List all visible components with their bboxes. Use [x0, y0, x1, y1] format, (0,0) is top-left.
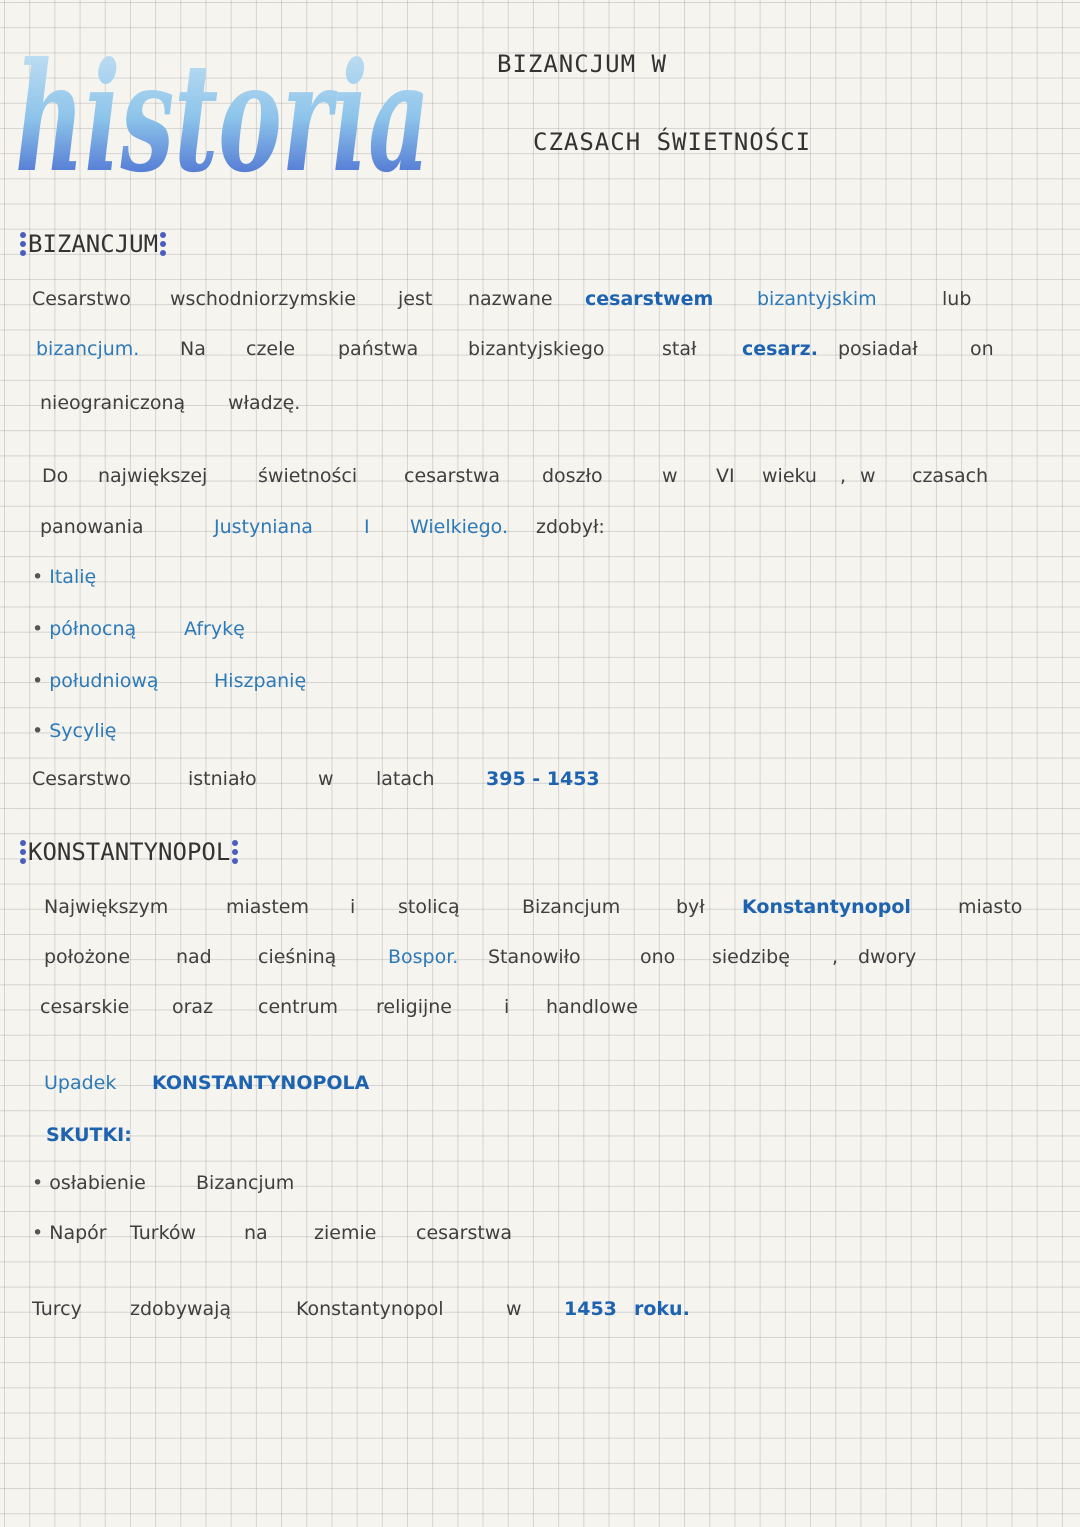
date-range: 395 - 1453: [486, 768, 600, 790]
word: stolicą: [398, 896, 460, 918]
word: Stanowiło: [488, 946, 581, 968]
word: oraz: [172, 996, 214, 1018]
word: Upadek: [44, 1072, 117, 1094]
list-text: Turków: [130, 1222, 197, 1244]
word: wschodniorzymskie: [170, 288, 356, 310]
word: handlowe: [546, 996, 638, 1018]
text-line: [32, 946, 1050, 974]
word: latach: [376, 768, 435, 790]
word: ,: [832, 946, 839, 968]
word: Bospor.: [388, 946, 459, 968]
effects-label-line: [32, 1124, 1050, 1152]
text-line: [32, 896, 1050, 924]
word: największej: [98, 465, 208, 487]
word: lub: [942, 288, 972, 310]
word: dwory: [858, 946, 917, 968]
list-text: na: [244, 1222, 268, 1244]
word: i: [504, 996, 510, 1018]
word: panowania: [40, 516, 144, 538]
word: on: [970, 338, 994, 360]
word: istniało: [188, 768, 257, 790]
word: Wielkiego.: [410, 516, 508, 538]
word: w: [318, 768, 334, 790]
word: Na: [180, 338, 206, 360]
text-line: [32, 516, 1050, 544]
word: zdobył:: [536, 516, 605, 538]
list-text: ziemie: [314, 1222, 377, 1244]
word: w: [506, 1298, 522, 1320]
text-line: [32, 288, 1050, 316]
word: bizancjum.: [36, 338, 140, 360]
list-text: cesarstwa: [416, 1222, 513, 1244]
list-text: Hiszpanię: [214, 670, 307, 692]
word: czasach: [912, 465, 989, 487]
word: nazwane: [468, 288, 553, 310]
word: cesarz.: [742, 338, 818, 360]
text-line: [32, 465, 1050, 493]
list-item: [32, 1172, 1050, 1200]
word: siedzibę: [712, 946, 790, 968]
word: był: [676, 896, 705, 918]
effects-label: SKUTKI:: [46, 1124, 132, 1146]
logo-text: historia: [15, 30, 430, 190]
list-item: [32, 1222, 1050, 1250]
word: jest: [398, 288, 433, 310]
word: świetności: [258, 465, 358, 487]
section-title: KONSTANTYNOPOL: [28, 838, 231, 866]
word: VI: [716, 465, 735, 487]
word: cesarskie: [40, 996, 130, 1018]
dots-icon: [20, 840, 26, 864]
word: Justyniana: [214, 516, 313, 538]
word: cesarstwa: [404, 465, 501, 487]
dots-icon: [160, 232, 166, 256]
word: Cesarstwo: [32, 768, 131, 790]
text-line: [32, 392, 1050, 420]
word: Największym: [44, 896, 169, 918]
word: państwa: [338, 338, 419, 360]
dots-icon: [232, 840, 238, 864]
list-item: [32, 670, 1050, 698]
section-title: BIZANCJUM: [28, 230, 159, 258]
word: zdobywają: [130, 1298, 232, 1320]
year: 1453: [564, 1298, 617, 1320]
word: cieśniną: [258, 946, 337, 968]
dots-icon: [20, 232, 26, 256]
text-line: [32, 768, 1050, 796]
word: religijne: [376, 996, 452, 1018]
text-line: [32, 996, 1050, 1024]
word: stał: [662, 338, 697, 360]
word: położone: [44, 946, 131, 968]
word: miasto: [958, 896, 1023, 918]
word: Konstantynopol: [296, 1298, 444, 1320]
word: i: [350, 896, 356, 918]
list-item: [32, 566, 1050, 594]
section-heading-bizancjum: [20, 230, 166, 258]
word: centrum: [258, 996, 338, 1018]
section-heading-konstantynopol: [20, 838, 238, 866]
historia-logo: [10, 20, 440, 190]
word: Cesarstwo: [32, 288, 131, 310]
word: Konstantynopol: [742, 896, 911, 918]
page-title-line1: BIZANCJUM W: [497, 50, 667, 78]
word: władzę.: [228, 392, 301, 414]
word: bizantyjskim: [757, 288, 877, 310]
word: nad: [176, 946, 212, 968]
word: miastem: [226, 896, 309, 918]
word: bizantyjskiego: [468, 338, 605, 360]
list-text: Bizancjum: [196, 1172, 295, 1194]
list-text: • Italię: [32, 566, 96, 588]
list-text: • północną: [32, 618, 136, 640]
word: cesarstwem: [585, 288, 714, 310]
word: Turcy: [32, 1298, 82, 1320]
list-text: • osłabienie: [32, 1172, 146, 1194]
text-line: [32, 1072, 1050, 1100]
word: nieograniczoną: [40, 392, 186, 414]
list-text: • południową: [32, 670, 159, 692]
list-text: Afrykę: [184, 618, 245, 640]
word: w: [662, 465, 678, 487]
list-item: [32, 720, 1050, 748]
word: ono: [640, 946, 676, 968]
word: posiadał: [838, 338, 918, 360]
word: roku.: [634, 1298, 690, 1320]
word: I: [364, 516, 370, 538]
word: Bizancjum: [522, 896, 621, 918]
word: Do: [42, 465, 69, 487]
text-line: [32, 1298, 1050, 1326]
word: czele: [246, 338, 296, 360]
word: w: [860, 465, 876, 487]
word: KONSTANTYNOPOLA: [152, 1072, 370, 1094]
list-item: [32, 618, 1050, 646]
word: wieku: [762, 465, 817, 487]
word: ,: [840, 465, 847, 487]
list-text: • Sycylię: [32, 720, 117, 742]
text-line: [32, 338, 1050, 366]
list-text: • Napór: [32, 1222, 107, 1244]
word: doszło: [542, 465, 603, 487]
page-title-line2: CZASACH ŚWIETNOŚCI: [533, 128, 812, 156]
